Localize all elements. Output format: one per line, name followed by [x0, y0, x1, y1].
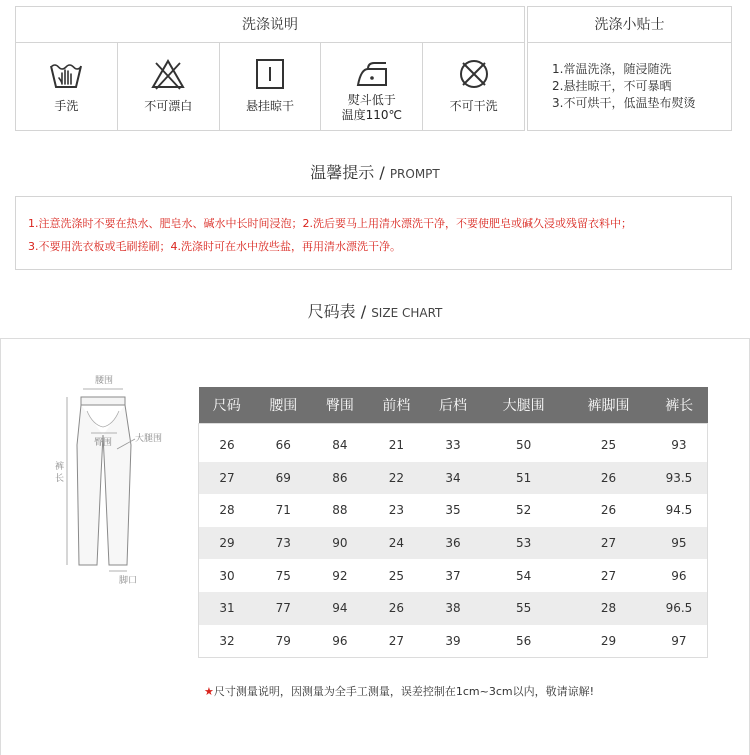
care-label: 不可干洗 [449, 99, 498, 113]
table-cell: 79 [275, 633, 291, 648]
table-cell: 96 [671, 568, 687, 583]
table-cell: 92 [332, 568, 348, 583]
size-chart-panel [0, 338, 750, 755]
size-chart-title-en: SIZE CHART [371, 306, 443, 320]
table-cell: 50 [516, 438, 532, 453]
table-cell: 29 [600, 633, 617, 648]
table-cell: 35 [445, 503, 461, 518]
table-cell: 33 [445, 438, 461, 453]
table-cell: 27 [566, 527, 651, 560]
figure-label-length: 裤长 [55, 462, 65, 484]
table-cell: 95 [651, 527, 708, 560]
size-table [198, 387, 708, 658]
table-cell: 51 [481, 462, 566, 495]
header-thigh: 大腿围 [481, 387, 566, 423]
no-bleach-icon [150, 57, 186, 91]
table-cell: 88 [332, 503, 348, 518]
table-cell: 55 [481, 592, 566, 625]
table-cell: 36 [425, 527, 482, 560]
table-row [199, 429, 708, 462]
care-instructions-panel [15, 6, 525, 131]
care-item-no-dry-clean [423, 43, 524, 131]
figure-label-thigh: 大腿围 [135, 434, 163, 444]
table-cell: 26 [368, 592, 425, 625]
care-title: 洗涤说明 [16, 7, 524, 43]
care-tips-panel [527, 6, 732, 131]
care-item-hand-wash [16, 43, 118, 131]
measurement-note: ★尺寸测量说明，因测量为全手工测量，误差控制在1cm~3cm以内，敬请谅解! [204, 685, 595, 698]
prompt-box [15, 196, 732, 270]
table-cell: 52 [516, 503, 532, 518]
table-cell: 30 [219, 568, 235, 583]
care-label: 悬挂晾干 [245, 99, 294, 113]
table-row [199, 625, 708, 658]
care-label: 熨斗低于 温度110℃ [341, 93, 402, 122]
table-cell: 54 [516, 568, 532, 583]
table-cell: 56 [516, 633, 532, 648]
figure-label-hip: 臀围 [94, 438, 113, 448]
care-item-hang-dry [220, 43, 322, 131]
size-table-header [199, 387, 708, 423]
table-cell: 31 [199, 592, 256, 625]
table-cell: 24 [368, 527, 425, 560]
header-length: 裤长 [651, 387, 708, 423]
table-cell: 26 [219, 438, 235, 453]
care-label: 不可漂白 [144, 99, 193, 113]
table-cell: 94.5 [665, 503, 693, 518]
header-back-rise: 后档 [425, 387, 482, 423]
table-row [199, 494, 708, 527]
header-size: 尺码 [199, 387, 256, 423]
figure-label-waist: 腰围 [95, 376, 114, 386]
table-cell: 75 [275, 568, 291, 583]
table-cell: 69 [255, 462, 312, 495]
table-cell: 94 [312, 592, 369, 625]
prompt-line: 1.注意洗涤时不要在热水、肥皂水、碱水中长时间浸泡；2.洗后要马上用清水漂洗干净，不要使肥皂或碱久浸或残留衣料中； [28, 217, 632, 230]
table-cell: 26 [600, 503, 617, 518]
table-cell: 26 [566, 462, 651, 495]
iron-icon [354, 57, 390, 91]
table-cell: 90 [312, 527, 369, 560]
star-icon: ★ [204, 685, 214, 698]
pants-diagram [51, 375, 181, 585]
table-cell: 28 [566, 592, 651, 625]
table-cell: 39 [445, 633, 461, 648]
tip-line: 3.不可烘干，低温垫布熨烫 [552, 96, 696, 110]
table-cell: 27 [600, 568, 617, 583]
care-item-iron [321, 43, 423, 131]
tip-line: 2.悬挂晾干，不可暴晒 [552, 79, 672, 93]
table-cell: 96.5 [651, 592, 708, 625]
tip-line: 1.常温洗涤，随浸随洗 [552, 62, 672, 76]
table-cell: 96 [332, 633, 348, 648]
header-front-rise: 前档 [368, 387, 425, 423]
table-row [199, 592, 708, 625]
no-dry-clean-icon [456, 57, 492, 91]
care-item-no-bleach [118, 43, 220, 131]
header-hip: 臀围 [312, 387, 369, 423]
table-cell: 93.5 [651, 462, 708, 495]
table-row [199, 559, 708, 592]
prompt-title-en: PROMPT [389, 167, 440, 181]
table-cell: 29 [199, 527, 256, 560]
table-cell: 34 [425, 462, 482, 495]
size-chart-title: 尺码表 / SIZE CHART [307, 302, 443, 321]
table-cell: 21 [388, 438, 405, 453]
table-cell: 27 [388, 633, 405, 648]
table-cell: 84 [332, 438, 348, 453]
table-cell: 22 [368, 462, 425, 495]
table-cell: 28 [219, 503, 235, 518]
care-label: 手洗 [54, 99, 79, 113]
table-cell: 93 [671, 438, 687, 453]
table-cell: 71 [275, 503, 291, 518]
table-cell: 37 [445, 568, 461, 583]
table-cell: 32 [219, 633, 235, 648]
tips-title: 洗涤小贴士 [528, 7, 731, 43]
header-hem: 裤脚围 [566, 387, 651, 423]
table-cell: 77 [255, 592, 312, 625]
table-cell: 97 [671, 633, 687, 648]
prompt-line: 3.不要用洗衣板或毛刷搓刷；4.洗涤时可在水中放些盐，再用清水漂洗干净。 [28, 240, 401, 253]
table-row [199, 527, 708, 560]
table-row [199, 462, 708, 495]
table-cell: 23 [388, 503, 405, 518]
table-cell: 66 [275, 438, 291, 453]
table-cell: 53 [481, 527, 566, 560]
hang-dry-icon [252, 57, 288, 91]
pants-illustration [51, 375, 181, 585]
header-waist: 腰围 [255, 387, 312, 423]
prompt-title: 温馨提示 / PROMPT [310, 163, 440, 182]
table-cell: 27 [199, 462, 256, 495]
table-cell: 73 [255, 527, 312, 560]
figure-label-hem: 脚口 [119, 576, 138, 586]
table-cell: 25 [388, 568, 405, 583]
table-cell: 38 [425, 592, 482, 625]
table-cell: 25 [600, 438, 617, 453]
table-cell: 86 [312, 462, 369, 495]
hand-wash-icon [48, 57, 84, 91]
